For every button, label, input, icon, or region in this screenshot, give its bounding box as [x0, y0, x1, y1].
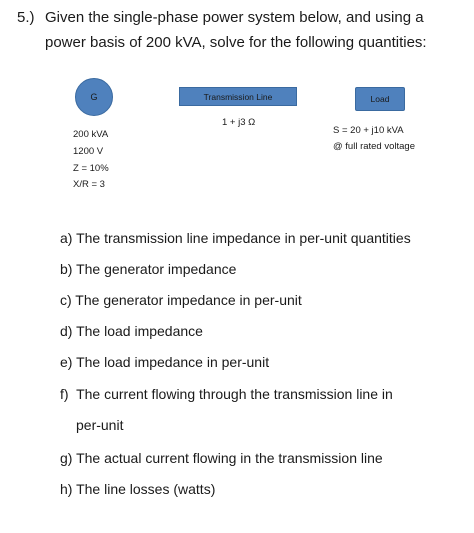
question-h: h) The line losses (watts) [60, 481, 216, 497]
load-voltage-note: @ full rated voltage [333, 141, 415, 152]
load-box [355, 87, 405, 111]
generator-rating: 200 kVA [73, 129, 109, 140]
transmission-line-label: Transmission Line [203, 91, 273, 102]
problem-number: 5.) [17, 9, 35, 26]
transmission-line-box [179, 87, 297, 106]
question-d: d) The load impedance [60, 323, 203, 339]
question-f-continuation: per-unit [76, 417, 124, 433]
question-f: f) The current flowing through the transmission line in [60, 386, 393, 402]
generator-voltage: 1200 V [73, 146, 104, 157]
generator-xr-ratio: X/R = 3 [73, 179, 105, 190]
question-e: e) The load impedance in per-unit [60, 354, 270, 370]
question-c: c) The generator impedance in per-unit [60, 292, 302, 308]
generator-symbol [75, 78, 113, 116]
load-label: Load [370, 94, 390, 104]
question-g: g) The actual current flowing in the transmission line [60, 450, 383, 466]
generator-label: G [90, 92, 98, 102]
transmission-line-impedance: 1 + j3 Ω [222, 117, 256, 128]
question-b: b) The generator impedance [60, 261, 237, 277]
generator-impedance-percent: Z = 10% [73, 163, 109, 174]
problem-statement-line-2: power basis of 200 kVA, solve for the following quantities: [45, 34, 427, 51]
load-apparent-power: S = 20 + j10 kVA [333, 125, 404, 136]
problem-statement-line-1: Given the single-phase power system below, and using a [45, 9, 424, 26]
question-a: a) The transmission line impedance in per-unit quantities [60, 230, 411, 246]
